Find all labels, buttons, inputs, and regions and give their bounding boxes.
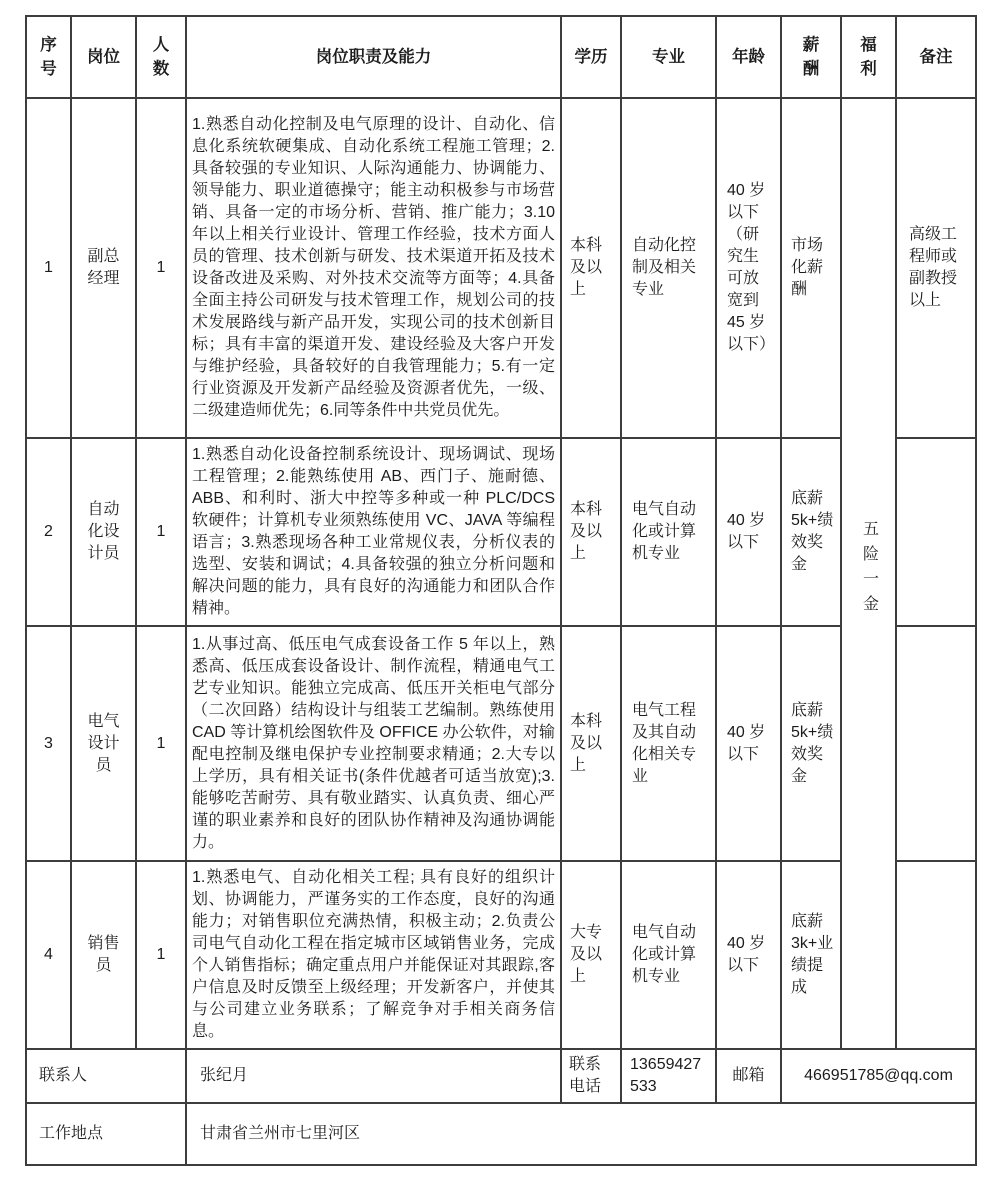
major-cell: 电气自动化或计算机专业 — [621, 861, 716, 1049]
header-welfare: 福利 — [841, 16, 896, 98]
headcount-cell: 1 — [136, 626, 186, 861]
remark-cell — [896, 438, 976, 626]
salary-cell: 底薪5k+绩效奖金 — [781, 626, 841, 861]
email-label-cell: 邮箱 — [716, 1049, 781, 1103]
position-cell: 销售员 — [71, 861, 136, 1049]
position-cell: 电气设计员 — [71, 626, 136, 861]
location-row — [26, 1103, 976, 1165]
job-row-2 — [26, 438, 976, 626]
contact-label-cell: 联系人 — [26, 1049, 186, 1103]
position-cell: 副总经理 — [71, 98, 136, 438]
seq-cell: 1 — [26, 98, 71, 438]
remark-cell — [896, 861, 976, 1049]
location-label-cell: 工作地点 — [26, 1103, 186, 1165]
headcount-cell: 1 — [136, 98, 186, 438]
headcount-cell: 1 — [136, 438, 186, 626]
contact-name-cell: 张纪月 — [186, 1049, 561, 1103]
job-row-1 — [26, 98, 976, 438]
header-age: 年龄 — [716, 16, 781, 98]
education-cell: 本科及以上 — [561, 626, 621, 861]
header-salary: 薪酬 — [781, 16, 841, 98]
header-no: 序号 — [26, 16, 71, 98]
age-cell: 40 岁以下 — [716, 438, 781, 626]
seq-cell: 3 — [26, 626, 71, 861]
age-cell: 40 岁以下 — [716, 626, 781, 861]
education-cell: 本科及以上 — [561, 98, 621, 438]
phone-number-cell: 13659427533 — [621, 1049, 716, 1103]
contact-row — [26, 1049, 976, 1103]
header-education: 学历 — [561, 16, 621, 98]
duty-cell: 1.从事过高、低压电气成套设备工作 5 年以上，熟悉高、低压成套设备设计、制作流程，精通电气工艺专业知识。能独立完成高、低压开关柜电气部分（二次回路）结构设计与组装工艺编制。熟练使用 CAD 等计算机绘图软件及 OFFICE 办公软件，对输配电控制及继电保护专业控制要求精通；2.大专以上学历，具有相关证书(条件优越者可适当放宽);3.能够吃苦耐劳、具有敬业踏实、认真负责、细心严谨的职业素养和良好的团队协作精神及沟通协调能力。 — [186, 626, 561, 861]
header-position: 岗位 — [71, 16, 136, 98]
education-cell: 本科及以上 — [561, 438, 621, 626]
education-cell: 大专及以上 — [561, 861, 621, 1049]
remark-cell — [896, 626, 976, 861]
duty-cell: 1.熟悉自动化设备控制系统设计、现场调试、现场工程管理；2.能熟练使用 AB、西门子、施耐德、ABB、和利时、浙大中控等多种或一种 PLC/DCS 软硬件；计算机专业须熟练使用 VC、JAVA 等编程语言；3.熟悉现场各种工业常规仪表，分析仪表的选型、安装和调试；4.具备较强的独立分析问题和解决问题的能力，具有良好的沟通能力和团队合作精神。 — [186, 438, 561, 626]
salary-cell: 市场化薪酬 — [781, 98, 841, 438]
job-row-3 — [26, 626, 976, 861]
header-row — [26, 16, 976, 98]
salary-cell: 底薪5k+绩效奖金 — [781, 438, 841, 626]
header-count: 人数 — [136, 16, 186, 98]
welfare-merged-cell: 五险一金 — [841, 98, 896, 1049]
age-cell: 40 岁以下（研究生可放宽到 45 岁以下） — [716, 98, 781, 438]
phone-label-cell: 联系电话 — [561, 1049, 621, 1103]
recruitment-table — [25, 15, 977, 1166]
duty-cell: 1.熟悉电气、自动化相关工程; 具有良好的组织计划、协调能力，严谨务实的工作态度，良好的沟通能力；对销售职位充满热情，积极主动；2.负责公司电气自动化工程在指定城市区域销售业务，完成个人销售指标；确定重点用户并能保证对其跟踪,客户信息及时反馈至上级经理；开发新客户，并使其与公司建立业务联系；了解竞争对手相关商务信息。 — [186, 861, 561, 1049]
seq-cell: 2 — [26, 438, 71, 626]
location-value-cell: 甘肃省兰州市七里河区 — [186, 1103, 976, 1165]
duty-cell: 1.熟悉自动化控制及电气原理的设计、自动化、信息化系统软硬集成、自动化系统工程施工管理；2.具备较强的专业知识、人际沟通能力、协调能力、领导能力、职业道德操守；能主动积极参与市场营销、具备一定的市场分析、营销、推广能力；3.10 年以上相关行业设计、管理工作经验，技术方面人员的管理、技术创新与研发、技术渠道开拓及技术设备改进及采购、对外技术交流等方面等；4.具备全面主持公司研发与技术管理工作，规划公司的技术发展路线与新产品开发，实现公司的技术创新目标；具有丰富的渠道开发、建设经验及大客户开发与维护经验，具备较好的自我管理能力；5.有一定行业资源及开发新产品经验及资源者优先，一级、二级建造师优先；6.同等条件中共党员优先。 — [186, 98, 561, 438]
header-major: 专业 — [621, 16, 716, 98]
major-cell: 自动化控制及相关专业 — [621, 98, 716, 438]
age-cell: 40 岁以下 — [716, 861, 781, 1049]
header-duty: 岗位职责及能力 — [186, 16, 561, 98]
seq-cell: 4 — [26, 861, 71, 1049]
headcount-cell: 1 — [136, 861, 186, 1049]
position-cell: 自动化设计员 — [71, 438, 136, 626]
major-cell: 电气工程及其自动化相关专业 — [621, 626, 716, 861]
header-remark: 备注 — [896, 16, 976, 98]
major-cell: 电气自动化或计算机专业 — [621, 438, 716, 626]
remark-cell: 高级工程师或副教授以上 — [896, 98, 976, 438]
salary-cell: 底薪3k+业绩提成 — [781, 861, 841, 1049]
email-address-cell: 466951785@qq.com — [781, 1049, 976, 1103]
job-row-4 — [26, 861, 976, 1049]
